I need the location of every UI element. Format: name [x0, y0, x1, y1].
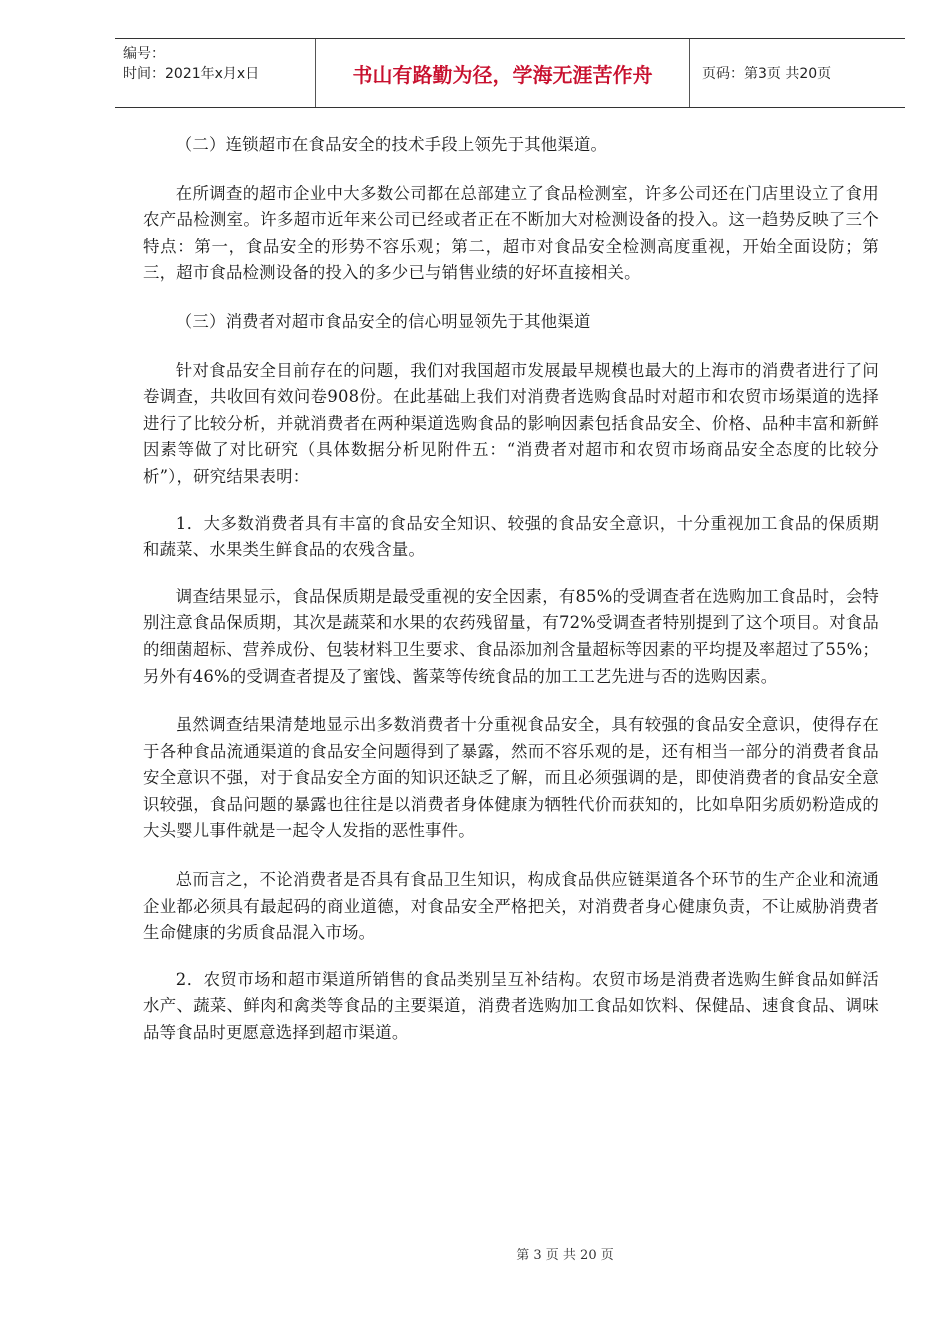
paragraph: 调查结果显示，食品保质期是最受重视的安全因素，有85%的受调查者在选购加工食品时，会特别注意食品保质期，其次是蔬菜和水果的农药残留量，有72%受调查者特别提到了这个项目。对食品的细菌超标、营养成份、包装材料卫生要求、食品添加剂含量超标等因素的平均提及率超过了55%；另外有46%的受调查者提及了蜜饯、酱菜等传统食品的加工工艺先进与否的选购因素。 [143, 586, 879, 686]
numbered-item-1: 1．大多数消费者具有丰富的食品安全知识、较强的食品安全意识，十分重视加工食品的保质期和蔬菜、水果类生鲜食品的农残含量。 [143, 513, 879, 560]
paragraph: 虽然调查结果清楚地显示出多数消费者十分重视食品安全，具有较强的食品安全意识，使得存在于各种食品流通渠道的食品安全问题得到了暴露，然而不容乐观的是，还有相当一部分的消费者食品安全意识不强，对于食品安全方面的知识还缺乏了解，而且必须强调的是，即使消费者的食品安全意识较强，食品问题的暴露也往往是以消费者身体健康为牺牲代价而获知的，比如阜阳劣质奶粉造成的大头婴儿事件就是一起令人发指的恶性事件。 [143, 715, 879, 841]
section-heading-2: （二）连锁超市在食品安全的技术手段上领先于其他渠道。 [175, 135, 608, 154]
footer-page-number: 第 3 页 共 20 页 [516, 1248, 614, 1263]
header-motto: 书山有路勤为径，学海无涯苦作舟 [352, 62, 653, 87]
document-body [143, 132, 879, 1047]
paragraph: 针对食品安全目前存在的问题，我们对我国超市发展最早规模也最大的上海市的消费者进行了问卷调查，共收回有效问卷908份。在此基础上我们对消费者选购食品时对超市和农贸市场渠道的选择进行了比较分析，并就消费者在两种渠道选购食品的影响因素包括食品安全、价格、品种丰富和新鲜因素等做了对比研究（具体数据分析见附件五：“消费者对超市和农贸市场商品安全态度的比较分析”），研究结果表明： [143, 360, 879, 486]
page-footer [0, 1244, 950, 1263]
document-time-label: 时间：2021年x月x日 [123, 66, 260, 82]
header-meta [115, 39, 315, 107]
section-heading-3: （三）消费者对超市食品安全的信心明显领先于其他渠道 [175, 311, 591, 331]
numbered-item-2: 2．农贸市场和超市渠道所销售的食品类别呈互补结构。农贸市场是消费者选购生鲜食品如鲜活水产、蔬菜、鲜肉和禽类等食品的主要渠道，消费者选购加工食品如饮料、保健品、速食食品、调味品等食品时更愿意选择到超市渠道。 [143, 969, 879, 1043]
paragraph: 在所调查的超市企业中大多数公司都在总部建立了食品检测室，许多公司还在门店里设立了食用农产品检测室。许多超市近年来公司已经或者正在不断加大对检测设备的投入。这一趋势反映了三个特点：第一，食品安全的形势不容乐观；第二，超市对食品安全检测高度重视，开始全面设防；第三，超市食品检测设备的投入的多少已与销售业绩的好坏直接相关。 [143, 183, 879, 283]
paragraph: 总而言之，不论消费者是否具有食品卫生知识，构成食品供应链渠道各个环节的生产企业和流通企业都必须具有最起码的商业道德，对食品安全严格把关，对消费者身心健康负责，不让威胁消费者生命健康的劣质食品混入市场。 [143, 870, 879, 943]
page-header [115, 38, 905, 108]
header-motto-cell [315, 39, 690, 107]
header-page-info: 页码：第3页 共20页 [702, 66, 832, 82]
document-number-label: 编号： [123, 46, 165, 62]
